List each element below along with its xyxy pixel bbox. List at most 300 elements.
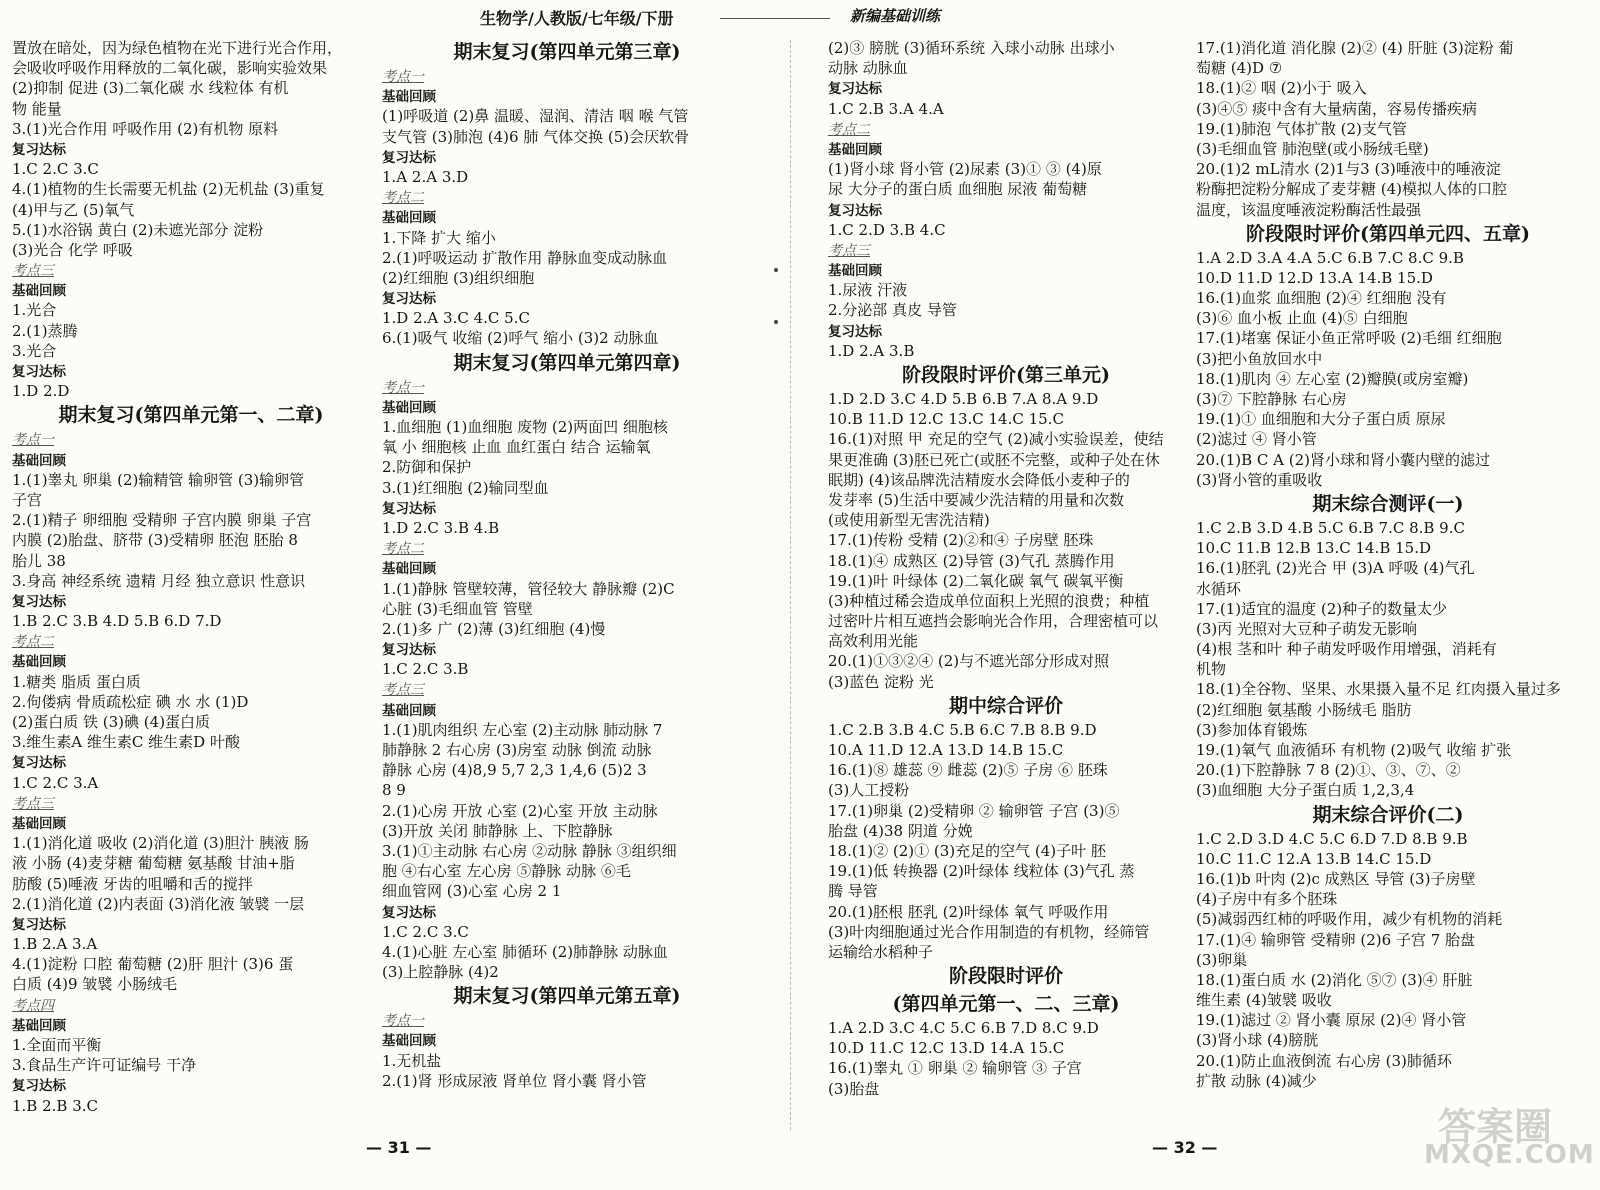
- answer-line-text: (3)毛细血管 肺泡壁(或小肠绒毛壁): [1196, 139, 1429, 158]
- answer-line: [12, 530, 370, 550]
- answer-line-text: 心脏 (3)毛细血管 管壁: [382, 599, 533, 618]
- subsection-label: [828, 78, 1184, 98]
- answer-line: [828, 530, 1184, 550]
- answer-line-text: 2.(1)呼吸运动 扩散作用 静脉血变成动脉血: [382, 248, 668, 267]
- answer-line: [1196, 119, 1580, 139]
- answer-line: [382, 248, 752, 268]
- answer-line-text: 18.(1)④ 成熟区 (2)导管 (3)气孔 蒸腾作用: [828, 551, 1115, 570]
- answer-line: [382, 760, 752, 780]
- answer-line: [1196, 579, 1580, 599]
- answer-line: [12, 773, 370, 793]
- answer-line-text: 6.(1)吸气 收缩 (2)呼气 缩小 (3)2 动脉血: [382, 329, 659, 348]
- answer-line: [1196, 909, 1580, 929]
- answer-line-text: 2.(1)肾 形成尿液 肾单位 肾小囊 肾小管: [382, 1071, 647, 1090]
- answer-line-text: 20.(1)B C A (2)肾小球和肾小囊内壁的滤过: [1196, 450, 1490, 469]
- answer-line: [1196, 930, 1580, 950]
- answer-line: [1196, 450, 1580, 470]
- section-title-text: 阶段限时评价: [948, 965, 1063, 988]
- answer-line: [12, 220, 370, 240]
- answer-line-text: 发芽率 (5)生活中要减少洗洁精的用量和次数: [828, 490, 1125, 509]
- answer-line-text: 10.D 11.C 12.C 13.D 14.A 15.C: [828, 1039, 1065, 1058]
- answer-line: [1196, 78, 1580, 98]
- answer-line-text: 白质 (4)9 皱襞 小肠绒毛: [12, 975, 178, 994]
- section-title: [828, 962, 1184, 990]
- answer-line: [12, 712, 370, 732]
- answer-line: [382, 922, 752, 942]
- watermark-glyph: 答案圈: [1438, 1104, 1553, 1149]
- answer-line-text: (1)呼吸道 (2)鼻 温暖、湿润、清洁 咽 喉 气管: [382, 107, 689, 126]
- answer-line: [828, 651, 1184, 671]
- subsection-label: [382, 147, 752, 167]
- subsection-label: [12, 280, 370, 300]
- answer-line: [12, 240, 370, 260]
- answer-line: [382, 1071, 752, 1091]
- answer-line: [1196, 599, 1580, 619]
- answer-line-text: 胎盘 (4)38 阴道 分娩: [828, 821, 973, 840]
- subsection-label: [382, 902, 752, 922]
- subsection-label-text: 基础回顾: [12, 1017, 66, 1034]
- subsection-label: [12, 361, 370, 381]
- answer-line: [12, 321, 370, 341]
- answer-line-text: (2)蛋白质 铁 (3)碘 (4)蛋白质: [12, 713, 211, 731]
- answer-line-text: (1)肾小球 肾小管 (2)尿素 (3)① ③ (4)原: [828, 160, 1102, 179]
- answer-line: [382, 599, 752, 619]
- answer-line-text: 3.身高 神经系统 遗精 月经 独立意识 性意识: [12, 571, 306, 590]
- answer-line-text: (2)红细胞 (3)组织细胞: [382, 268, 535, 287]
- section-title: [12, 401, 370, 429]
- topic-label: [382, 377, 752, 397]
- subsection-label-text: 基础回顾: [828, 263, 882, 280]
- topic-label-text: 考点三: [12, 263, 54, 280]
- answer-line: [12, 692, 370, 712]
- answer-line-text: 20.(1)防止血液倒流 右心房 (3)肺循环: [1196, 1051, 1452, 1070]
- answer-line-text: (5)减弱西红柿的呼吸作用，减少有机物的消耗: [1196, 910, 1503, 929]
- subsection-label-text: 复习达标: [12, 364, 66, 380]
- answer-line: [828, 551, 1184, 571]
- answer-line: [1196, 760, 1580, 780]
- answer-line: [12, 490, 370, 510]
- answer-line-text: 3.(1)红细胞 (2)输同型血: [382, 478, 549, 497]
- answer-line-text: 1.(1)消化道 吸收 (2)消化道 (3)胆汁 胰液 肠: [12, 834, 309, 853]
- answer-line-text: 1.D 2.A 3.B: [828, 341, 915, 360]
- answer-line-text: 2.(1)消化道 (2)内表面 (3)消化液 皱襞 一层: [12, 894, 305, 913]
- answer-line: [12, 672, 370, 692]
- topic-label-text: 考点三: [12, 795, 54, 812]
- answer-line: [382, 478, 752, 498]
- answer-line-text: (2)抑制 促进 (3)二氧化碳 水 线粒体 有机: [12, 79, 289, 98]
- answer-line: [12, 179, 370, 199]
- answer-line-text: 4.(1)植物的生长需要无机盐 (2)无机盐 (3)重复: [12, 180, 325, 199]
- answer-line: [1196, 159, 1580, 179]
- subsection-label: [12, 914, 370, 934]
- answer-line: [828, 341, 1184, 361]
- section-title-text: 期末复习(第四单元第三章): [453, 41, 681, 63]
- answer-line: [12, 510, 370, 530]
- answer-line-text: 支气管 (3)肺泡 (4)6 肺 气体交换 (5)会厌软骨: [382, 127, 690, 146]
- answer-line-text: 3.食品生产许可证编号 干净: [12, 1056, 197, 1075]
- answer-line-text: 18.(1)全谷物、坚果、水果摄入量不足 红肉摄入量过多: [1196, 680, 1561, 699]
- answer-line-text: 19.(1)① 血细胞和大分子蛋白质 原尿: [1196, 410, 1446, 429]
- answer-line-text: 16.(1)睾丸 ① 卵巢 ② 输卵管 ③ 子宫: [828, 1059, 1082, 1078]
- answer-line-text: 温度，该温度唾液淀粉酶活性最强: [1196, 200, 1422, 219]
- answer-line: [1196, 288, 1580, 308]
- answer-line: [828, 409, 1184, 429]
- answer-line: [382, 268, 752, 288]
- answer-line-text: 16.(1)⑧ 雄蕊 ⑨ 雌蕊 (2)⑤ 子房 ⑥ 胚珠: [828, 761, 1108, 780]
- answer-line-text: (3)⑥ 血小板 止血 (4)⑤ 白细胞: [1196, 309, 1408, 328]
- subsection-label: [12, 139, 370, 159]
- answer-line: [1196, 179, 1580, 199]
- answer-line-text: 内膜 (2)胎盘、脐带 (3)受精卵 胚泡 胚胎 8: [12, 531, 298, 550]
- subsection-label: [382, 397, 752, 417]
- answer-line-text: 1.C 2.D 3.D 4.C 5.C 6.D 7.D 8.B 9.B: [1196, 829, 1468, 848]
- answer-line-text: 子宫: [12, 490, 43, 509]
- answer-line: [1196, 99, 1580, 119]
- answer-line-text: 3.(1)①主动脉 右心房 ②动脉 静脉 ③组织细: [382, 841, 677, 860]
- subsection-label: [12, 813, 370, 833]
- answer-line-text: (2)红细胞 氨基酸 小肠绒毛 脂肪: [1196, 700, 1412, 719]
- answer-line-text: 17.(1)卵巢 (2)受精卵 ② 输卵管 子宫 (3)⑤: [828, 801, 1120, 820]
- answer-line: [12, 954, 370, 974]
- topic-label: [382, 66, 752, 86]
- answer-line-text: 10.A 11.D 12.A 13.D 14.B 15.C: [828, 741, 1064, 759]
- section-title: [382, 982, 752, 1010]
- subsection-label: [382, 558, 752, 578]
- subsection-label: [828, 260, 1184, 280]
- page-spread-divider: [790, 40, 791, 1130]
- answer-line-text: 1.(1)静脉 管壁较薄，管径较大 静脉瓣 (2)C: [382, 579, 675, 598]
- answer-line: [1196, 639, 1580, 659]
- answer-line-text: 10.C 11.B 12.B 13.C 14.B 15.D: [1196, 539, 1432, 558]
- answer-line: [382, 106, 752, 126]
- answer-line: [828, 300, 1184, 320]
- subsection-label-text: 基础回顾: [382, 702, 436, 719]
- answer-line: [1196, 248, 1580, 268]
- answer-line: [1196, 369, 1580, 389]
- answer-line: [382, 821, 752, 841]
- answer-line-text: 粉酶把淀粉分解成了麦芽糖 (4)模拟人体的口腔: [1196, 180, 1508, 199]
- answer-line-text: 1.C 2.B 3.A 4.A: [828, 99, 944, 118]
- watermark-logo: [1420, 1096, 1595, 1184]
- answer-line: [828, 510, 1184, 530]
- answer-line-text: 1.A 2.D 3.C 4.C 5.C 6.B 7.D 8.C 9.D: [828, 1019, 1099, 1038]
- answer-line: [1196, 139, 1580, 159]
- answer-line-text: 1.(1)肌肉组织 左心室 (2)主动脉 肺动脉 7: [382, 720, 663, 739]
- answer-line: [1196, 518, 1580, 538]
- answer-line: [828, 1058, 1184, 1078]
- answer-line: [12, 300, 370, 320]
- subsection-label-text: 复习达标: [382, 904, 436, 921]
- subsection-label-text: 复习达标: [12, 593, 66, 610]
- answer-line-text: 1.全面而平衡: [12, 1036, 102, 1054]
- subsection-label: [12, 651, 370, 671]
- answer-line: [12, 732, 370, 752]
- answer-line: [828, 1079, 1184, 1099]
- answer-line: [382, 801, 752, 821]
- answer-line: [382, 579, 752, 599]
- answer-line-text: 18.(1)② 咽 (2)小于 吸入: [1196, 79, 1367, 98]
- answer-line: [828, 942, 1184, 962]
- answer-line-text: 细血管网 (3)心室 心房 2 1: [382, 882, 562, 901]
- answer-line-text: (3)上腔静脉 (4)2: [382, 963, 499, 982]
- section-title: [382, 38, 752, 66]
- answer-line-text: 1.血细胞 (1)血细胞 废物 (2)两面凹 细胞核: [382, 418, 668, 436]
- topic-label-text: 考点四: [12, 997, 54, 1014]
- header-rule: [720, 18, 830, 19]
- answer-line: [828, 760, 1184, 780]
- subsection-label-text: 复习达标: [382, 642, 436, 659]
- answer-line: [828, 1038, 1184, 1058]
- answer-line-text: 20.(1)胚根 胚乳 (2)叶绿体 氧气 呼吸作用: [828, 902, 1109, 921]
- answer-line-text: 1.C 2.B 3.B 4.C 5.B 6.C 7.B 8.B 9.D: [828, 720, 1097, 739]
- answer-line-text: 17.(1)堵塞 保证小鱼正常呼吸 (2)毛细 红细胞: [1196, 329, 1502, 348]
- answer-line-text: 1.A 2.D 3.A 4.A 5.C 6.B 7.C 8.C 9.B: [1196, 248, 1464, 267]
- answer-line-text: 1.B 2.C 3.B 4.D 5.B 6.D 7.D: [12, 612, 222, 631]
- answer-line: [1196, 700, 1580, 720]
- answer-line-text: 1.无机盐: [382, 1051, 442, 1070]
- subsection-label: [12, 450, 370, 470]
- topic-label: [382, 538, 752, 558]
- topic-label: [12, 631, 370, 651]
- answer-line: [828, 740, 1184, 760]
- answer-line: [828, 571, 1184, 591]
- answer-line-text: 18.(1)肌肉 ④ 左心室 (2)瓣膜(或房室瓣): [1196, 369, 1469, 388]
- answer-line-text: 18.(1)② (2)① (3)充足的空气 (4)子叶 胚: [828, 841, 1106, 860]
- page-number-left: — 31 —: [366, 1138, 432, 1157]
- subsection-label: [382, 639, 752, 659]
- answer-line-text: 4.(1)心脏 左心室 肺循环 (2)肺静脉 动脉血: [382, 942, 668, 961]
- answer-line-text: 20.(1)下腔静脉 7 8 (2)①、③、⑦、②: [1196, 761, 1461, 780]
- answer-line-text: 1.C 2.D 3.B 4.C: [828, 220, 946, 239]
- answer-line-text: 2.(1)心房 开放 心室 (2)心室 开放 主动脉: [382, 801, 658, 820]
- topic-label: [382, 187, 752, 207]
- answer-line-text: 会吸收呼吸作用释放的二氧化碳，影响实验效果: [12, 59, 328, 78]
- answer-line-text: 16.(1)血浆 血细胞 (2)④ 红细胞 没有: [1196, 289, 1447, 308]
- answer-line: [1196, 200, 1580, 220]
- answer-line: [1196, 470, 1580, 490]
- answer-line-text: (3)⑦ 下腔静脉 右心房: [1196, 390, 1347, 408]
- section-title-text: 期末复习(第四单元第五章): [453, 985, 681, 1008]
- subsection-label: [382, 1030, 752, 1050]
- answer-line: [828, 179, 1184, 199]
- answer-line: [828, 611, 1184, 631]
- answer-column-2: [382, 38, 752, 1091]
- answer-line-text: 机物: [1196, 660, 1227, 679]
- answer-line: [828, 720, 1184, 740]
- answer-line-text: 4.(1)淀粉 口腔 葡萄糖 (2)肝 胆汁 (3)6 蛋: [12, 955, 294, 974]
- answer-line: [12, 1055, 370, 1075]
- answer-line: [828, 821, 1184, 841]
- answer-column-1: [12, 38, 370, 1116]
- answer-line-text: (3)叶肉细胞通过光合作用制造的有机物，经筛管: [828, 922, 1150, 941]
- topic-label: [12, 995, 370, 1015]
- subsection-label: [382, 86, 752, 106]
- answer-line: [828, 881, 1184, 901]
- answer-line: [12, 874, 370, 894]
- topic-label: [828, 119, 1184, 139]
- subsection-label-text: 复习达标: [12, 916, 66, 933]
- answer-line: [12, 119, 370, 139]
- subsection-label-text: 基础回顾: [382, 1033, 436, 1050]
- answer-line: [1196, 1071, 1580, 1091]
- answer-line: [1196, 849, 1580, 869]
- answer-line: [1196, 679, 1580, 699]
- topic-label-text: 考点一: [382, 69, 424, 85]
- answer-line: [382, 881, 752, 901]
- answer-line: [1196, 429, 1580, 449]
- answer-line: [828, 841, 1184, 861]
- answer-line-text: 16.(1)对照 甲 充足的空气 (2)减小实验误差，使结: [828, 430, 1164, 449]
- answer-line-text: (3)丙 光照对大豆种子萌发无影响: [1196, 619, 1418, 638]
- answer-line: [12, 99, 370, 119]
- answer-line-text: (3)光合 化学 呼吸: [12, 240, 133, 259]
- answer-line-text: 果更准确 (3)胚已死亡(或胚不完整，或种子处在休: [828, 450, 1160, 469]
- answer-line-text: 3.维生素A 维生素C 维生素D 叶酸: [12, 733, 240, 752]
- answer-line: [828, 220, 1184, 240]
- subsection-label-text: 复习达标: [828, 202, 882, 219]
- subsection-label: [12, 1015, 370, 1035]
- answer-line-text: 2.(1)蒸腾: [12, 321, 78, 340]
- answer-line-text: 液 小肠 (4)麦芽糖 葡萄糖 氨基酸 甘油+脂: [12, 854, 295, 873]
- answer-line-text: 氧 小 细胞核 止血 血红蛋白 结合 运输氧: [382, 438, 651, 457]
- answer-column-3: [828, 38, 1184, 1099]
- answer-line-text: 10.D 11.D 12.D 13.A 14.B 15.D: [1196, 268, 1433, 287]
- subsection-label: [382, 207, 752, 227]
- answer-line: [382, 861, 752, 881]
- answer-line-text: 16.(1)胚乳 (2)光合 甲 (3)A 呼吸 (4)气孔: [1196, 559, 1475, 578]
- answer-line: [12, 934, 370, 954]
- subsection-label-text: 复习达标: [828, 81, 882, 98]
- answer-line-text: 1.B 2.A 3.A: [12, 935, 98, 954]
- answer-line: [1196, 1010, 1580, 1030]
- answer-line-text: (4)根 茎和叶 种子萌发呼吸作用增强，消耗有: [1196, 640, 1497, 659]
- answer-line-text: 扩散 动脉 (4)减少: [1196, 1071, 1317, 1090]
- answer-line-text: 1.D 2.D: [12, 382, 70, 401]
- answer-line: [1196, 659, 1580, 679]
- answer-line-text: 1.D 2.A 3.C 4.C 5.C: [382, 309, 530, 328]
- section-title-text: 阶段限时评价(第三单元): [902, 364, 1110, 386]
- answer-line-text: 1.C 2.B 3.D 4.B 5.C 6.B 7.C 8.B 9.C: [1196, 518, 1465, 537]
- subsection-label-text: 基础回顾: [382, 561, 436, 578]
- answer-line-text: 1.D 2.D 3.C 4.D 5.B 6.B 7.A 8.A 9.D: [828, 390, 1099, 408]
- section-title: [828, 692, 1184, 720]
- answer-line: [1196, 889, 1580, 909]
- answer-line-text: (3)肾小球 (4)膀胱: [1196, 1031, 1319, 1050]
- topic-label-text: 考点三: [828, 242, 870, 259]
- answer-line-text: 17.(1)适宜的温度 (2)种子的数量太少: [1196, 599, 1448, 618]
- answer-line-text: 17.(1)消化道 消化腺 (2)② (4) 肝脏 (3)淀粉 葡: [1196, 39, 1514, 57]
- subsection-label-text: 复习达标: [12, 755, 66, 772]
- answer-line-text: 高效利用光能: [828, 632, 919, 651]
- answer-line-text: 1.光合: [12, 301, 57, 320]
- answer-line: [12, 894, 370, 914]
- answer-line-text: 3.(1)光合作用 呼吸作用 (2)有机物 原料: [12, 119, 279, 138]
- answer-line: [828, 450, 1184, 470]
- answer-line-text: (3)把小鱼放回水中: [1196, 349, 1323, 368]
- topic-label-text: 考点二: [828, 121, 870, 138]
- subsection-label-text: 复习达标: [828, 323, 882, 340]
- answer-line-text: (或使用新型无害洗洁精): [828, 511, 990, 530]
- answer-line-text: 19.(1)滤过 ② 肾小囊 原尿 (2)④ 肾小管: [1196, 1011, 1467, 1030]
- answer-line-text: 10.B 11.D 12.C 13.C 14.C 15.C: [828, 410, 1064, 429]
- answer-line-text: 萄糖 (4)D ⑦: [1196, 59, 1283, 78]
- answer-line-text: 运输给水稻种子: [828, 942, 934, 961]
- answer-line-text: 眠期) (4)该品牌洗洁精废水会降低小麦种子的: [828, 470, 1130, 489]
- answer-line: [1196, 1051, 1580, 1071]
- answer-line: [1196, 538, 1580, 558]
- answer-line: [382, 437, 752, 457]
- subsection-label-text: 基础回顾: [12, 815, 66, 832]
- answer-line: [382, 167, 752, 187]
- subsection-label-text: 复习达标: [382, 149, 436, 166]
- answer-line: [382, 518, 752, 538]
- answer-line: [828, 280, 1184, 300]
- topic-label-text: 考点一: [382, 1013, 424, 1030]
- answer-line-text: 8 9: [382, 781, 406, 800]
- answer-line: [12, 470, 370, 490]
- answer-line-text: 1.下降 扩大 缩小: [382, 228, 496, 247]
- answer-line: [382, 780, 752, 800]
- answer-line: [828, 922, 1184, 942]
- page-header: [0, 0, 1600, 36]
- answer-line: [12, 381, 370, 401]
- answer-line: [1196, 38, 1580, 58]
- subsection-label: [12, 752, 370, 772]
- subsection-label-text: 复习达标: [12, 1078, 66, 1095]
- answer-line: [828, 38, 1184, 58]
- answer-line: [382, 1051, 752, 1071]
- answer-line: [382, 308, 752, 328]
- answer-line: [1196, 58, 1580, 78]
- answer-line: [1196, 619, 1580, 639]
- subsection-label: [828, 321, 1184, 341]
- answer-line: [828, 99, 1184, 119]
- binding-dot: [774, 268, 778, 272]
- answer-column-4: [1196, 38, 1580, 1091]
- answer-line: [1196, 308, 1580, 328]
- answer-line-text: (4)子房中有多个胚珠: [1196, 890, 1338, 909]
- subsection-label-text: 基础回顾: [12, 283, 66, 300]
- subsection-label: [828, 139, 1184, 159]
- answer-line-text: 肺静脉 2 右心房 (3)房室 动脉 倒流 动脉: [382, 741, 652, 759]
- answer-line: [828, 861, 1184, 881]
- header-book-title: 生物学/人教版/七年级/下册: [480, 9, 674, 28]
- answer-line-text: 1.B 2.B 3.C: [12, 1096, 98, 1115]
- answer-line: [1196, 349, 1580, 369]
- answer-line: [1196, 740, 1580, 760]
- answer-line-text: (3)人工授粉: [828, 781, 910, 800]
- answer-line: [382, 417, 752, 437]
- binding-dot: [774, 320, 778, 324]
- answer-line: [1196, 409, 1580, 429]
- answer-line-text: 肪酸 (5)唾液 牙齿的咀嚼和舌的搅拌: [12, 874, 253, 893]
- subsection-label-text: 复习达标: [12, 141, 66, 158]
- topic-label-text: 考点二: [12, 634, 54, 651]
- answer-line-text: (4)甲与乙 (5)氧气: [12, 200, 135, 219]
- subsection-label: [12, 591, 370, 611]
- answer-line-text: (2)③ 膀胱 (3)循环系统 入球小动脉 出球小: [828, 39, 1115, 57]
- answer-line-text: 19.(1)氧气 血液循环 有机物 (2)吸气 收缩 扩张: [1196, 741, 1512, 759]
- answer-line: [382, 659, 752, 679]
- answer-line: [12, 341, 370, 361]
- answer-line-text: (3)参加体育锻炼: [1196, 720, 1308, 739]
- subsection-label: [382, 700, 752, 720]
- section-title: [1196, 801, 1580, 829]
- answer-line-text: 静脉 心房 (4)8,9 5,7 2,3 1,4,6 (5)2 3: [382, 761, 647, 780]
- section-title-text: 期末综合测评(一): [1312, 492, 1464, 515]
- answer-line: [1196, 970, 1580, 990]
- section-title: [828, 361, 1184, 389]
